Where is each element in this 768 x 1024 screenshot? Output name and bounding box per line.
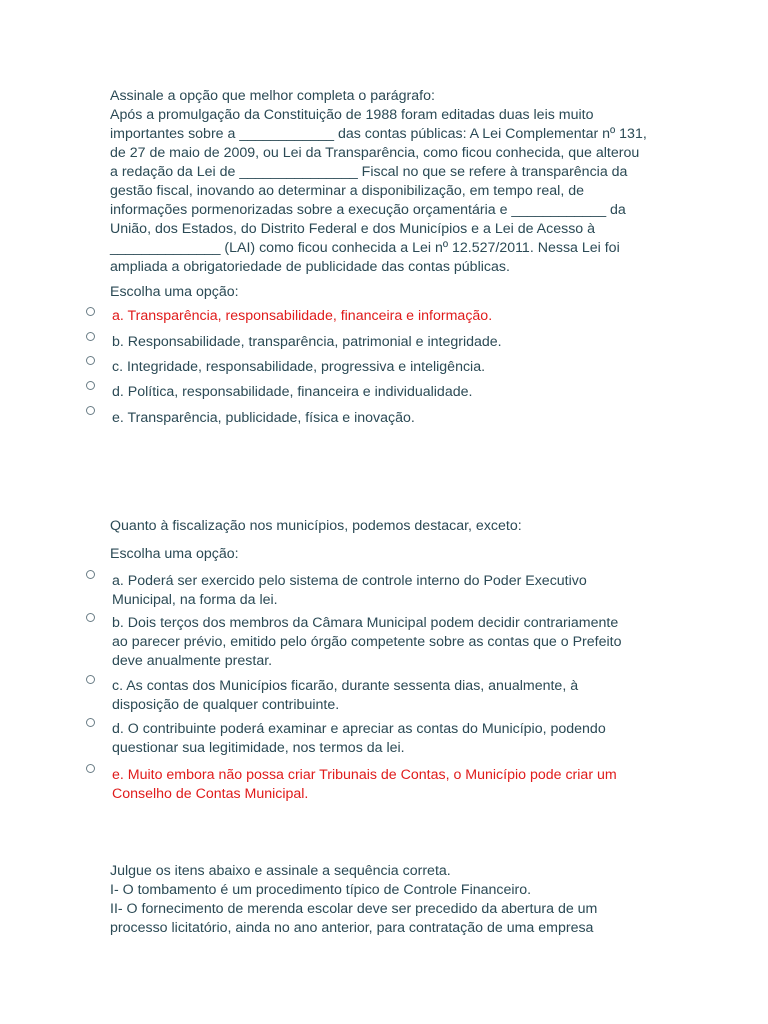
radio-button[interactable]	[86, 332, 95, 341]
radio-button[interactable]	[86, 307, 95, 316]
question-3-line: I- O tombamento é um procedimento típico de Controle Financeiro.	[110, 882, 532, 898]
radio-button[interactable]	[86, 381, 95, 390]
option-label: b. Dois terços dos membros da Câmara Municipal podem decidir contrariamente	[112, 615, 619, 631]
option-label: b. Responsabilidade, transparência, patrimonial e integridade.	[112, 334, 502, 350]
radio-button[interactable]	[86, 570, 95, 579]
question-1-line: ______________ (LAI) como ficou conhecida a Lei nº 12.527/2011. Nessa Lei foi	[110, 240, 620, 256]
question-1-text	[110, 87, 670, 277]
option-label: Conselho de Contas Municipal.	[112, 786, 309, 802]
radio-button[interactable]	[86, 675, 95, 684]
radio-button[interactable]	[86, 406, 95, 415]
option-label: a. Transparência, responsabilidade, financeira e informação.	[112, 308, 493, 324]
option-label: deve anualmente prestar.	[112, 653, 273, 669]
radio-button[interactable]	[86, 356, 95, 365]
option-label: c. Integridade, responsabilidade, progressiva e inteligência.	[112, 359, 486, 375]
radio-button[interactable]	[86, 764, 95, 773]
question-2-choose-label: Escolha uma opção:	[110, 546, 239, 562]
option-label: questionar sua legitimidade, nos termos da lei.	[112, 740, 405, 756]
radio-button[interactable]	[86, 718, 95, 727]
question-3-line: processo licitatório, ainda no ano anterior, para contratação de uma empresa	[110, 920, 594, 936]
option-label: d. O contribuinte poderá examinar e apreciar as contas do Município, podendo	[112, 721, 606, 737]
question-1-line: de 27 de maio de 2009, ou Lei da Transparência, como ficou conhecida, que alterou	[110, 145, 640, 161]
question-2-line: Quanto à fiscalização nos municípios, podemos destacar, exceto:	[110, 518, 522, 534]
question-1-line: União, dos Estados, do Distrito Federal e dos Municípios e a Lei de Acesso à	[110, 221, 596, 237]
question-1-line: Assinale a opção que melhor completa o parágrafo:	[110, 88, 435, 104]
question-2-text	[110, 517, 670, 536]
question-3-line: Julgue os itens abaixo e assinale a sequência correta.	[110, 863, 451, 879]
option-label: Municipal, na forma da lei.	[112, 592, 278, 608]
option-label: e. Muito embora não possa criar Tribunais de Contas, o Município pode criar um	[112, 767, 617, 783]
radio-button[interactable]	[86, 613, 95, 622]
question-1-line: gestão fiscal, inovando ao determinar a disponibilização, em tempo real, de	[110, 183, 584, 199]
option-label: disposição de qualquer contribuinte.	[112, 697, 340, 713]
question-1-line: importantes sobre a ____________ das contas públicas: A Lei Complementar nº 131,	[110, 126, 647, 142]
question-1-line: Após a promulgação da Constituição de 1988 foram editadas duas leis muito	[110, 107, 594, 123]
question-3-text	[110, 862, 670, 938]
option-label: ao parecer prévio, emitido pelo órgão competente sobre as contas que o Prefeito	[112, 634, 622, 650]
option-label: c. As contas dos Municípios ficarão, durante sessenta dias, anualmente, à	[112, 678, 579, 694]
option-label: a. Poderá ser exercido pelo sistema de controle interno do Poder Executivo	[112, 573, 587, 589]
question-1-line: ampliada a obrigatoriedade de publicidade das contas públicas.	[110, 259, 510, 275]
question-1-choose-label: Escolha uma opção:	[110, 284, 239, 300]
question-1-line: informações pormenorizadas sobre a execução orçamentária e ____________ da	[110, 202, 626, 218]
question-3-line: II- O fornecimento de merenda escolar deve ser precedido da abertura de um	[110, 901, 598, 917]
option-label: e. Transparência, publicidade, física e inovação.	[112, 410, 415, 426]
option-label: d. Política, responsabilidade, financeira e individualidade.	[112, 384, 473, 400]
question-1-line: a redação da Lei de _______________ Fiscal no que se refere à transparência da	[110, 164, 628, 180]
